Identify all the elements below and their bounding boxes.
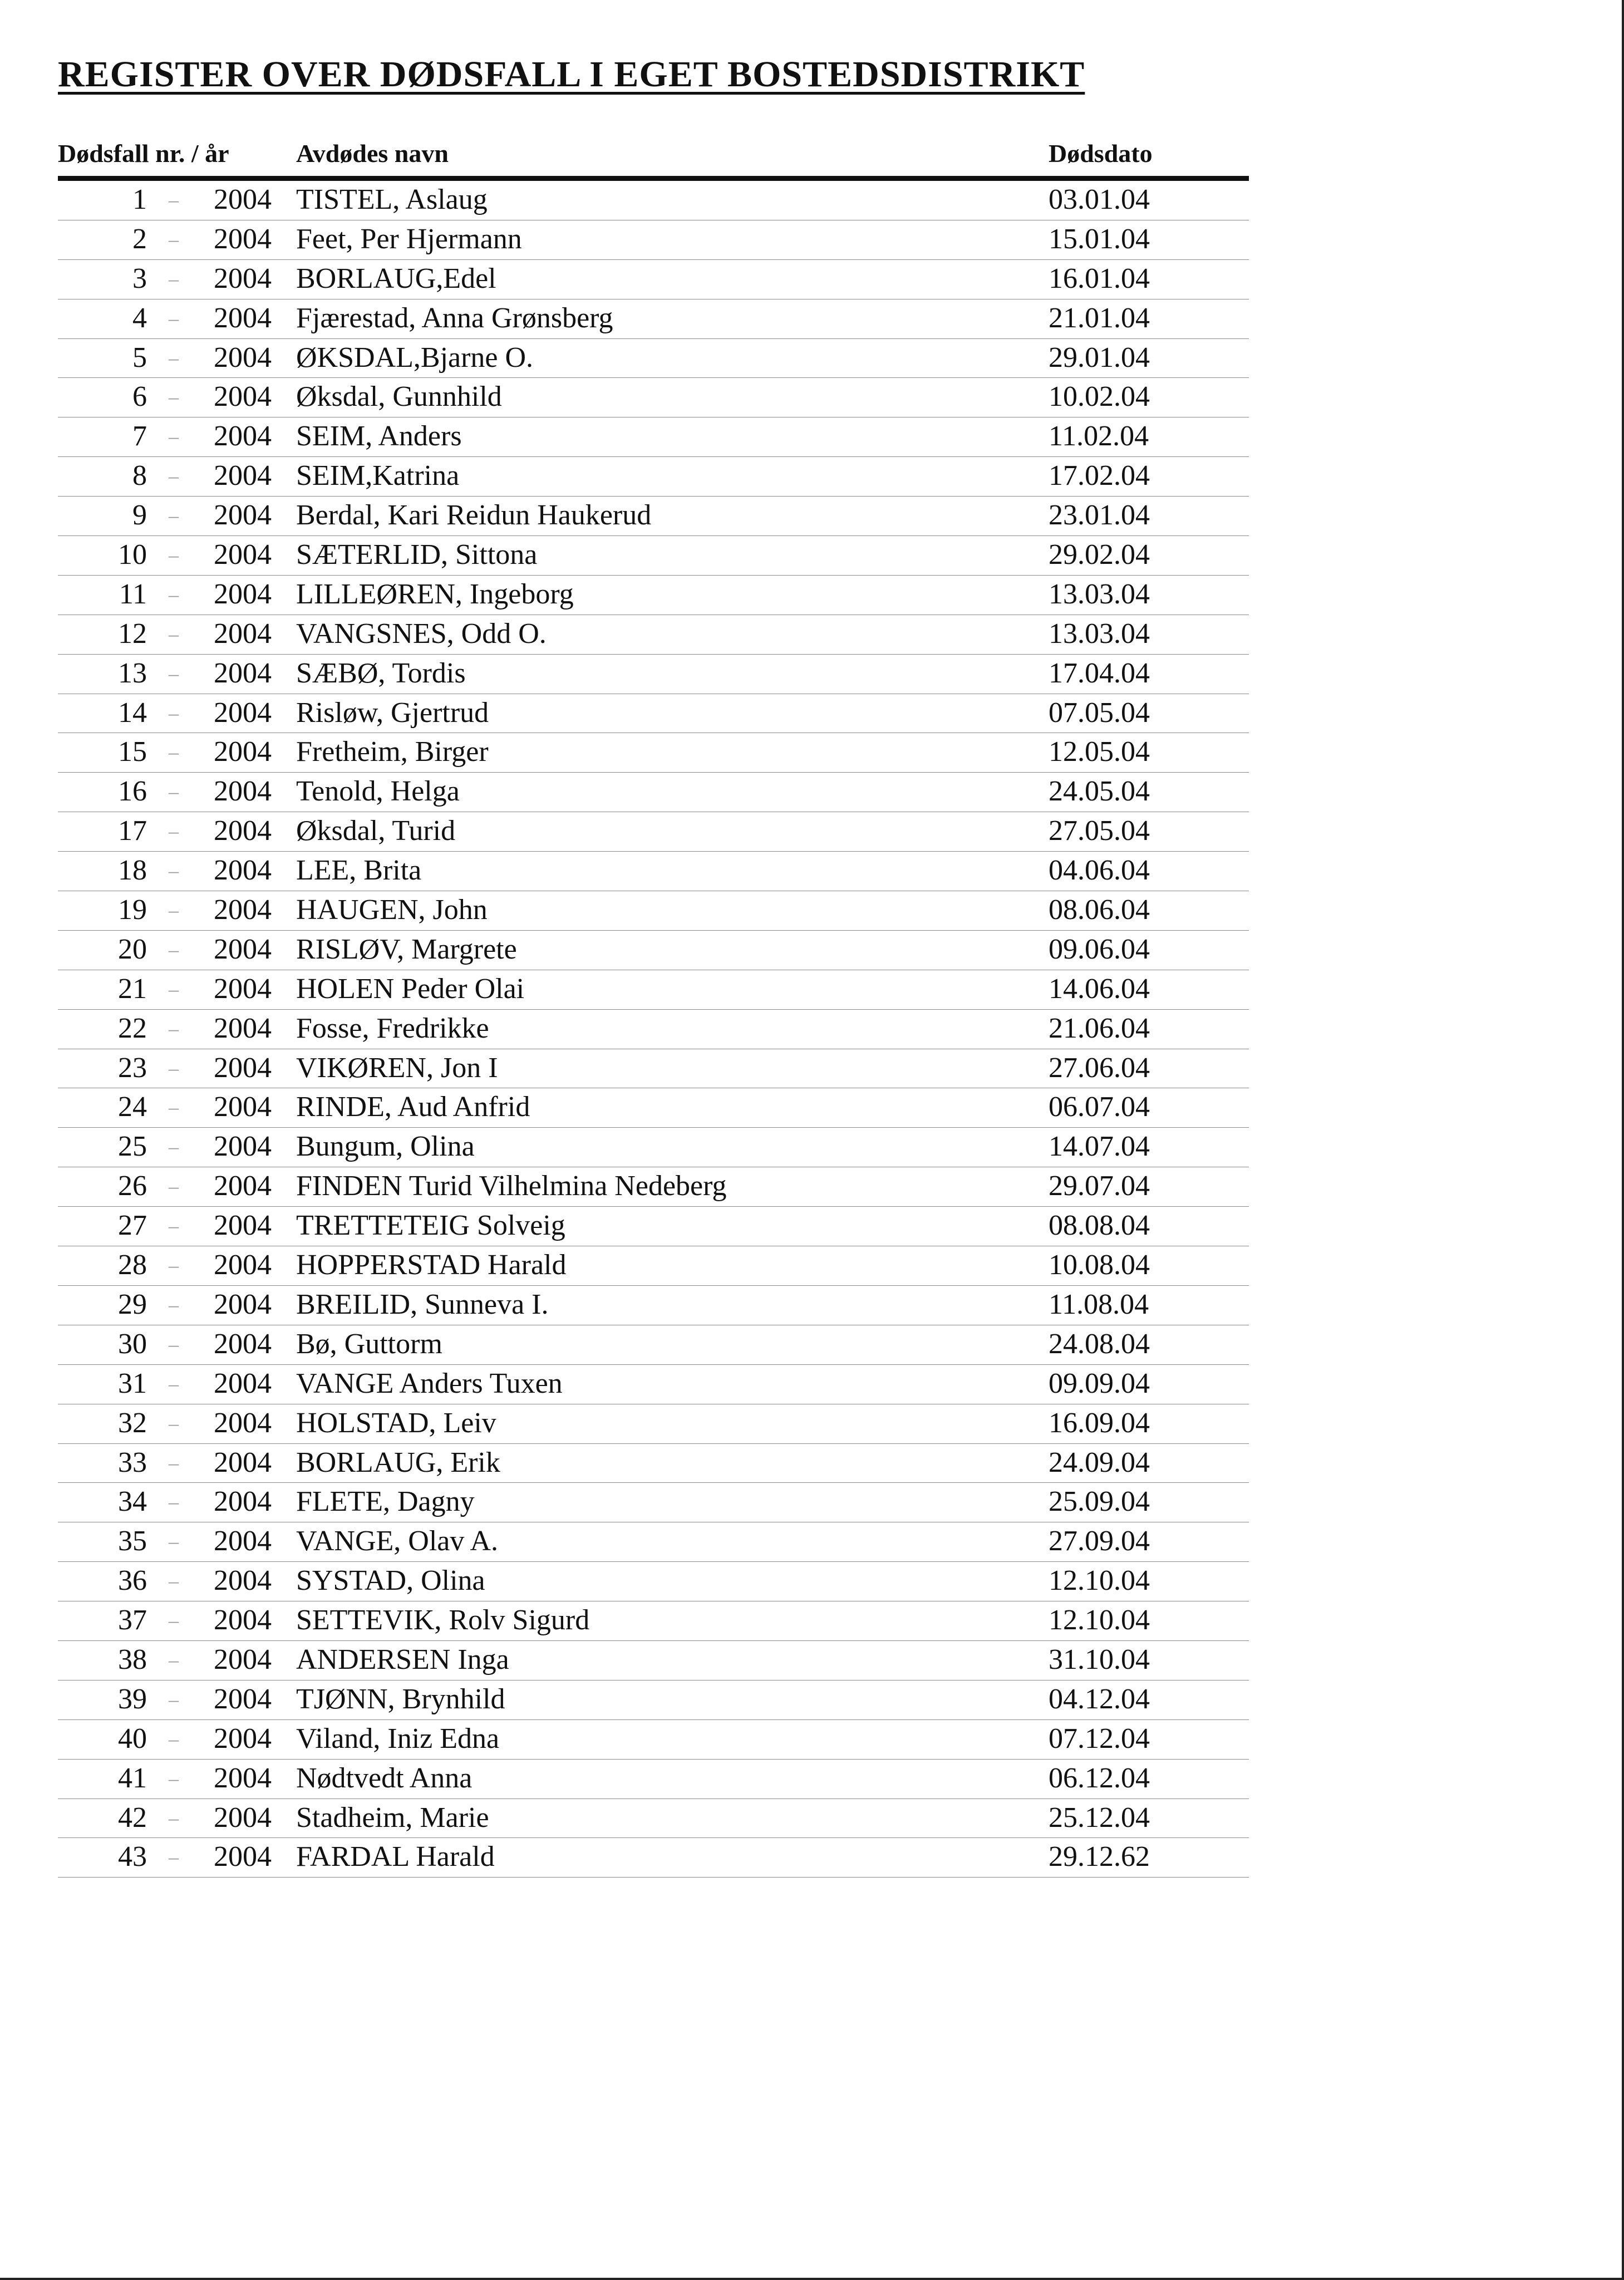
cell-nr: 3 xyxy=(132,262,147,294)
cell-year: 2004 xyxy=(214,1643,272,1675)
cell-date: 27.05.04 xyxy=(1049,815,1150,847)
cell-separator: – xyxy=(169,1688,179,1711)
cell-name: RINDE, Aud Anfrid xyxy=(296,1091,530,1123)
cell-name: BORLAUG,Edel xyxy=(296,262,496,294)
table-row xyxy=(58,299,1249,339)
table-row xyxy=(58,1010,1249,1049)
table-row xyxy=(58,1601,1249,1641)
cell-name: VIKØREN, Jon I xyxy=(296,1051,498,1084)
cell-nr: 34 xyxy=(118,1486,147,1518)
cell-date: 27.06.04 xyxy=(1049,1051,1150,1084)
cell-date: 07.05.04 xyxy=(1049,696,1150,729)
cell-separator: – xyxy=(169,1846,179,1869)
cell-separator: – xyxy=(169,1648,179,1671)
cell-nr: 14 xyxy=(118,696,147,729)
table-row xyxy=(58,655,1249,694)
table-row xyxy=(58,576,1249,615)
cell-name: VANGE Anders Tuxen xyxy=(296,1367,563,1399)
cell-nr: 39 xyxy=(118,1683,147,1715)
table-row xyxy=(58,497,1249,536)
table-row xyxy=(58,1207,1249,1246)
cell-separator: – xyxy=(169,622,179,645)
cell-name: HOLEN Peder Olai xyxy=(296,972,525,1005)
cell-year: 2004 xyxy=(214,460,272,492)
cell-name: HAUGEN, John xyxy=(296,894,488,926)
table-row xyxy=(58,733,1249,773)
cell-separator: – xyxy=(169,425,179,448)
cell-date: 11.02.04 xyxy=(1049,420,1149,453)
cell-date: 14.06.04 xyxy=(1049,972,1150,1005)
cell-separator: – xyxy=(169,741,179,764)
cell-nr: 19 xyxy=(118,894,147,926)
cell-separator: – xyxy=(169,465,179,488)
cell-year: 2004 xyxy=(214,1210,272,1242)
cell-year: 2004 xyxy=(214,262,272,294)
cell-nr: 11 xyxy=(119,578,147,610)
cell-date: 10.08.04 xyxy=(1049,1249,1150,1281)
table-row xyxy=(58,773,1249,812)
cell-name: ØKSDAL,Bjarne O. xyxy=(296,341,534,374)
cell-year: 2004 xyxy=(214,1801,272,1834)
cell-name: Bø, Guttorm xyxy=(296,1328,442,1360)
cell-date: 09.09.04 xyxy=(1049,1367,1150,1399)
cell-name: Fjærestad, Anna Grønsberg xyxy=(296,302,613,334)
cell-name: SÆBØ, Tordis xyxy=(296,657,466,689)
cell-date: 12.10.04 xyxy=(1049,1565,1150,1597)
cell-year: 2004 xyxy=(214,539,272,571)
cell-separator: – xyxy=(169,859,179,882)
cell-date: 11.08.04 xyxy=(1049,1288,1149,1320)
cell-nr: 37 xyxy=(118,1604,147,1637)
cell-name: FARDAL Harald xyxy=(296,1841,495,1873)
table-row xyxy=(58,1286,1249,1325)
cell-date: 03.01.04 xyxy=(1049,184,1150,215)
cell-name: Nødtvedt Anna xyxy=(296,1762,473,1794)
cell-date: 25.12.04 xyxy=(1049,1801,1150,1834)
cell-nr: 23 xyxy=(118,1051,147,1084)
table-row xyxy=(58,694,1249,734)
cell-separator: – xyxy=(169,583,179,606)
column-header-nr: Dødsfall nr. / år xyxy=(58,139,229,168)
cell-name: Øksdal, Turid xyxy=(296,815,456,847)
cell-separator: – xyxy=(169,1727,179,1750)
cell-name: LEE, Brita xyxy=(296,854,422,887)
table-row xyxy=(58,812,1249,852)
cell-year: 2004 xyxy=(214,1486,272,1518)
cell-separator: – xyxy=(169,1017,179,1040)
cell-date: 09.06.04 xyxy=(1049,933,1150,965)
cell-date: 29.02.04 xyxy=(1049,539,1150,571)
cell-year: 2004 xyxy=(214,972,272,1005)
cell-name: SYSTAD, Olina xyxy=(296,1565,485,1597)
cell-nr: 25 xyxy=(118,1131,147,1163)
cell-date: 13.03.04 xyxy=(1049,578,1150,610)
table-row xyxy=(58,417,1249,457)
cell-nr: 41 xyxy=(118,1762,147,1794)
cell-separator: – xyxy=(169,1372,179,1395)
cell-nr: 12 xyxy=(118,617,147,650)
table-row xyxy=(58,1641,1249,1680)
cell-separator: – xyxy=(169,307,179,330)
cell-year: 2004 xyxy=(214,499,272,532)
cell-nr: 1 xyxy=(132,184,147,215)
cell-name: Fosse, Fredrikke xyxy=(296,1012,489,1044)
cell-year: 2004 xyxy=(214,1525,272,1557)
cell-date: 10.02.04 xyxy=(1049,381,1150,413)
cell-nr: 15 xyxy=(118,736,147,768)
cell-name: Stadheim, Marie xyxy=(296,1801,489,1834)
cell-date: 17.04.04 xyxy=(1049,657,1150,689)
cell-name: TISTEL, Aslaug xyxy=(296,184,488,215)
cell-separator: – xyxy=(169,1333,179,1355)
cell-year: 2004 xyxy=(214,1762,272,1794)
cell-separator: – xyxy=(169,1570,179,1593)
table-row xyxy=(58,1128,1249,1167)
cell-date: 29.07.04 xyxy=(1049,1170,1150,1202)
cell-nr: 4 xyxy=(132,302,147,334)
cell-separator: – xyxy=(169,780,179,803)
cell-year: 2004 xyxy=(214,815,272,847)
table-row xyxy=(58,1444,1249,1483)
cell-year: 2004 xyxy=(214,657,272,689)
cell-date: 13.03.04 xyxy=(1049,617,1150,650)
cell-date: 21.01.04 xyxy=(1049,302,1150,334)
cell-year: 2004 xyxy=(214,223,272,255)
cell-separator: – xyxy=(169,1609,179,1632)
cell-year: 2004 xyxy=(214,1446,272,1478)
cell-date: 08.06.04 xyxy=(1049,894,1150,926)
cell-year: 2004 xyxy=(214,1367,272,1399)
cell-name: VANGSNES, Odd O. xyxy=(296,617,547,650)
cell-year: 2004 xyxy=(214,696,272,729)
table-row xyxy=(58,378,1249,417)
cell-date: 04.06.04 xyxy=(1049,854,1150,887)
cell-date: 16.09.04 xyxy=(1049,1407,1150,1439)
death-register-table xyxy=(58,131,1249,1878)
cell-nr: 17 xyxy=(118,815,147,847)
cell-year: 2004 xyxy=(214,1841,272,1873)
cell-separator: – xyxy=(169,1215,179,1237)
cell-name: BREILID, Sunneva I. xyxy=(296,1288,549,1320)
cell-separator: – xyxy=(169,1057,179,1079)
cell-year: 2004 xyxy=(214,1170,272,1202)
cell-date: 24.09.04 xyxy=(1049,1446,1150,1478)
cell-year: 2004 xyxy=(214,1604,272,1637)
cell-separator: – xyxy=(169,228,179,250)
table-row xyxy=(58,260,1249,299)
cell-name: Tenold, Helga xyxy=(296,775,460,808)
cell-year: 2004 xyxy=(214,1249,272,1281)
table-row xyxy=(58,1720,1249,1760)
cell-date: 25.09.04 xyxy=(1049,1486,1150,1518)
cell-separator: – xyxy=(169,899,179,922)
cell-year: 2004 xyxy=(214,1131,272,1163)
cell-date: 29.12.62 xyxy=(1049,1841,1150,1873)
table-body xyxy=(58,181,1249,1878)
table-row xyxy=(58,1680,1249,1720)
cell-date: 04.12.04 xyxy=(1049,1683,1150,1715)
cell-year: 2004 xyxy=(214,1683,272,1715)
cell-date: 06.07.04 xyxy=(1049,1091,1150,1123)
cell-nr: 21 xyxy=(118,972,147,1005)
cell-date: 08.08.04 xyxy=(1049,1210,1150,1242)
cell-name: Feet, Per Hjermann xyxy=(296,223,522,255)
cell-year: 2004 xyxy=(214,1051,272,1084)
cell-nr: 36 xyxy=(118,1565,147,1597)
cell-name: FLETE, Dagny xyxy=(296,1486,475,1518)
table-row xyxy=(58,1246,1249,1286)
column-header-date: Dødsdato xyxy=(1049,139,1153,168)
cell-nr: 42 xyxy=(118,1801,147,1834)
table-row xyxy=(58,1522,1249,1562)
cell-name: HOPPERSTAD Harald xyxy=(296,1249,567,1281)
cell-date: 24.08.04 xyxy=(1049,1328,1150,1360)
cell-nr: 22 xyxy=(118,1012,147,1044)
cell-date: 29.01.04 xyxy=(1049,341,1150,374)
cell-year: 2004 xyxy=(214,381,272,413)
cell-separator: – xyxy=(169,1136,179,1158)
cell-name: TJØNN, Brynhild xyxy=(296,1683,505,1715)
cell-date: 31.10.04 xyxy=(1049,1643,1150,1675)
table-row xyxy=(58,1167,1249,1207)
cell-nr: 13 xyxy=(118,657,147,689)
cell-year: 2004 xyxy=(214,894,272,926)
cell-year: 2004 xyxy=(214,1407,272,1439)
cell-year: 2004 xyxy=(214,184,272,215)
cell-date: 06.12.04 xyxy=(1049,1762,1150,1794)
cell-name: VANGE, Olav A. xyxy=(296,1525,499,1557)
cell-date: 17.02.04 xyxy=(1049,460,1150,492)
cell-separator: – xyxy=(169,1451,179,1474)
cell-year: 2004 xyxy=(214,854,272,887)
cell-year: 2004 xyxy=(214,736,272,768)
cell-name: SEIM, Anders xyxy=(296,420,462,453)
cell-name: FINDEN Turid Vilhelmina Nedeberg xyxy=(296,1170,727,1202)
cell-date: 14.07.04 xyxy=(1049,1131,1150,1163)
cell-nr: 26 xyxy=(118,1170,147,1202)
cell-date: 21.06.04 xyxy=(1049,1012,1150,1044)
cell-name: BORLAUG, Erik xyxy=(296,1446,500,1478)
cell-year: 2004 xyxy=(214,1091,272,1123)
table-row xyxy=(58,970,1249,1010)
cell-nr: 7 xyxy=(132,420,147,453)
table-row xyxy=(58,1049,1249,1089)
table-row xyxy=(58,1838,1249,1878)
cell-date: 12.05.04 xyxy=(1049,736,1150,768)
cell-nr: 40 xyxy=(118,1722,147,1755)
cell-year: 2004 xyxy=(214,578,272,610)
cell-separator: – xyxy=(169,1293,179,1316)
cell-separator: – xyxy=(169,1175,179,1198)
cell-name: Viland, Iniz Edna xyxy=(296,1722,500,1755)
cell-separator: – xyxy=(169,544,179,567)
table-row xyxy=(58,457,1249,497)
cell-separator: – xyxy=(169,977,179,1000)
cell-separator: – xyxy=(169,820,179,843)
cell-separator: – xyxy=(169,1491,179,1514)
cell-separator: – xyxy=(169,1412,179,1434)
table-row xyxy=(58,1562,1249,1601)
cell-separator: – xyxy=(169,662,179,685)
cell-nr: 43 xyxy=(118,1841,147,1873)
column-header-name: Avdødes navn xyxy=(296,139,449,168)
cell-date: 23.01.04 xyxy=(1049,499,1150,532)
cell-separator: – xyxy=(169,386,179,409)
cell-name: SETTEVIK, Rolv Sigurd xyxy=(296,1604,590,1637)
table-row xyxy=(58,339,1249,379)
cell-nr: 9 xyxy=(132,499,147,532)
cell-nr: 28 xyxy=(118,1249,147,1281)
cell-nr: 18 xyxy=(118,854,147,887)
cell-year: 2004 xyxy=(214,617,272,650)
cell-nr: 6 xyxy=(132,381,147,413)
table-row xyxy=(58,1483,1249,1522)
cell-separator: – xyxy=(169,1530,179,1553)
cell-nr: 29 xyxy=(118,1288,147,1320)
table-row xyxy=(58,852,1249,891)
cell-year: 2004 xyxy=(214,341,272,374)
table-row xyxy=(58,1404,1249,1444)
cell-name: Risløw, Gjertrud xyxy=(296,696,489,729)
cell-nr: 2 xyxy=(132,223,147,255)
cell-nr: 20 xyxy=(118,933,147,965)
cell-date: 27.09.04 xyxy=(1049,1525,1150,1557)
cell-nr: 5 xyxy=(132,341,147,374)
cell-year: 2004 xyxy=(214,1722,272,1755)
cell-nr: 33 xyxy=(118,1446,147,1478)
table-row xyxy=(58,181,1249,220)
cell-separator: – xyxy=(169,267,179,290)
cell-separator: – xyxy=(169,1096,179,1119)
cell-year: 2004 xyxy=(214,1565,272,1597)
cell-year: 2004 xyxy=(214,302,272,334)
cell-nr: 38 xyxy=(118,1643,147,1675)
cell-name: Berdal, Kari Reidun Haukerud xyxy=(296,499,652,532)
cell-name: HOLSTAD, Leiv xyxy=(296,1407,496,1439)
table-row xyxy=(58,891,1249,931)
cell-nr: 31 xyxy=(118,1367,147,1399)
cell-separator: – xyxy=(169,189,179,211)
cell-separator: – xyxy=(169,1767,179,1790)
table-header xyxy=(58,131,1249,181)
cell-year: 2004 xyxy=(214,1328,272,1360)
cell-nr: 35 xyxy=(118,1525,147,1557)
page-title: REGISTER OVER DØDSFALL I EGET BOSTEDSDISTRIKT xyxy=(58,54,1085,95)
table-row xyxy=(58,1325,1249,1365)
cell-separator: – xyxy=(169,938,179,961)
cell-date: 07.12.04 xyxy=(1049,1722,1150,1755)
table-row xyxy=(58,1365,1249,1404)
cell-nr: 10 xyxy=(118,539,147,571)
table-row xyxy=(58,615,1249,655)
cell-separator: – xyxy=(169,1806,179,1829)
cell-year: 2004 xyxy=(214,933,272,965)
table-row xyxy=(58,536,1249,576)
cell-name: TRETTETEIG Solveig xyxy=(296,1210,565,1242)
cell-name: SEIM,Katrina xyxy=(296,460,460,492)
table-row xyxy=(58,931,1249,970)
cell-year: 2004 xyxy=(214,775,272,808)
table-row xyxy=(58,1088,1249,1128)
cell-nr: 30 xyxy=(118,1328,147,1360)
cell-date: 15.01.04 xyxy=(1049,223,1150,255)
cell-nr: 27 xyxy=(118,1210,147,1242)
cell-nr: 32 xyxy=(118,1407,147,1439)
cell-name: RISLØV, Margrete xyxy=(296,933,517,965)
cell-nr: 8 xyxy=(132,460,147,492)
table-row xyxy=(58,220,1249,260)
cell-name: ANDERSEN Inga xyxy=(296,1643,509,1675)
cell-date: 24.05.04 xyxy=(1049,775,1150,808)
cell-name: Øksdal, Gunnhild xyxy=(296,381,502,413)
cell-name: LILLEØREN, Ingeborg xyxy=(296,578,574,610)
cell-year: 2004 xyxy=(214,1012,272,1044)
table-row xyxy=(58,1799,1249,1839)
cell-name: Fretheim, Birger xyxy=(296,736,489,768)
cell-separator: – xyxy=(169,346,179,369)
cell-date: 12.10.04 xyxy=(1049,1604,1150,1637)
cell-name: SÆTERLID, Sittona xyxy=(296,539,538,571)
table-row xyxy=(58,1760,1249,1799)
cell-year: 2004 xyxy=(214,420,272,453)
cell-nr: 16 xyxy=(118,775,147,808)
cell-nr: 24 xyxy=(118,1091,147,1123)
cell-separator: – xyxy=(169,701,179,724)
cell-date: 16.01.04 xyxy=(1049,262,1150,294)
cell-separator: – xyxy=(169,1254,179,1277)
cell-name: Bungum, Olina xyxy=(296,1131,475,1163)
cell-year: 2004 xyxy=(214,1288,272,1320)
cell-separator: – xyxy=(169,504,179,527)
